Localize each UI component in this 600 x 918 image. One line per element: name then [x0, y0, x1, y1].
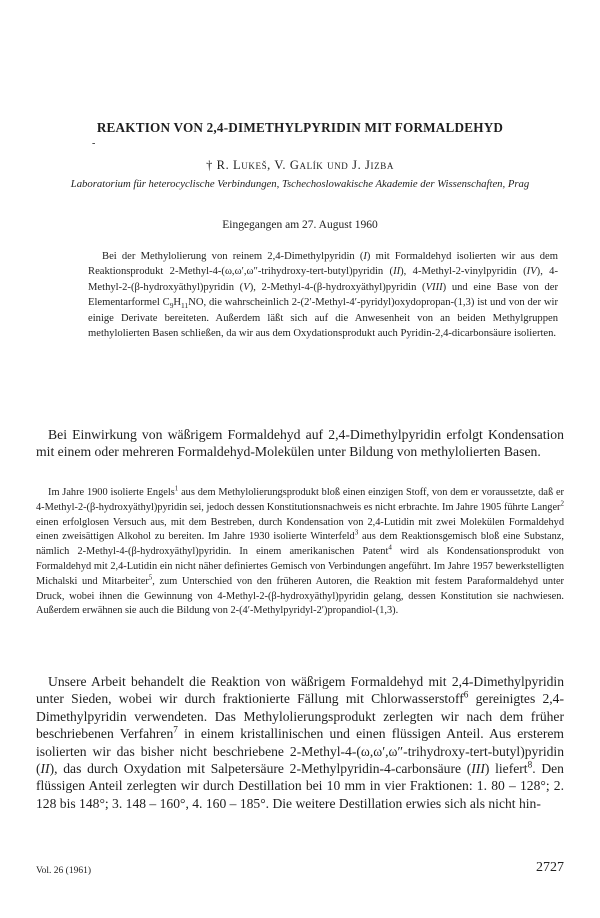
- roman-ref: I: [363, 251, 367, 262]
- abstract: Bei der Methylolierung von reinem 2,4-Dimethylpyridin (I) mit Formaldehyd isolierten wir aus dem Reaktionsprodukt 2-Methyl-4-(ω,ω′,ω″-trihydroxy-tert-butyl)pyridin (II), 4-Methyl-2-vinylpyridin (IV), 4-Methyl-2-(β-hydroxyäthyl)pyridin (V), 2-Methyl-4-(β-hydroxyäthyl)pyridin (VIII) und eine Base von der Elementarformel $C_9H_{11}NO$, die wahrscheinlich 2-(2′-Methyl-4′-pyridyl)oxydopropan-(1,3) ist und von der wir einige Derivate bereiteten. Außerdem läßt sich auf die Anwesenheit von an beiden Methylgruppen methylolierten Basen schließen, da wir aus dem Oxydationsprodukt auch Pyridin-2,4-dicarbonsäure isolierten.: [88, 251, 558, 340]
- roman-ref: II: [393, 266, 401, 278]
- roman-ref: V: [243, 281, 250, 293]
- footnote-ref: 5: [148, 573, 153, 582]
- footnote-ref: 7: [173, 724, 178, 735]
- subscript: 11: [181, 301, 189, 311]
- roman-ref: II: [40, 761, 50, 777]
- work-paragraph: Unsere Arbeit behandelt die Reaktion von wäßrigem Formaldehyd mit 2,4-Dimethylpyridin unter Sieden, wobei wir durch fraktionierte Fällung mit Chlorwasserstoff$^6$ gereinigtes 2,4-Dimethylpyridin verwendeten. Das Methylolierungsprodukt zerlegten wir nach dem früher beschriebenen Verfahren$^7$ in einem kristallinischen und einen flüssigen Anteil. Aus ersterem isolierten wir das bisher nicht beschriebene 2-Methyl-4-(ω,ω′,ω″-trihydroxy-tert-butyl)pyridin (II), das durch Oxydation mit Salpetersäure 2-Methylpyridin-4-carbonsäure (III) liefert$^8$. Den flüssigen Anteil zerlegten wir durch Destillation bei 10 mm in vier Fraktionen: 1. 80 – 128°; 2. 128 bis 148°; 3. 148 – 160°, 4. 160 – 185°. Die weitere Destillation erwies sich als nicht hin-: [36, 674, 564, 811]
- footnote-ref: 2: [560, 499, 564, 508]
- page-number: 2727: [536, 860, 564, 875]
- footnote-ref: 6: [463, 689, 469, 700]
- footnote-ref: 3: [354, 528, 359, 537]
- journal-volume: Vol. 26 (1961): [36, 866, 91, 876]
- footnote-ref: 8: [527, 759, 533, 770]
- received-date: Eingegangen am 27. August 1960: [222, 219, 378, 231]
- intro-paragraph: Bei Einwirkung von wäßrigem Formaldehyd auf 2,4-Dimethylpyridin erfolgt Kondensation mit einem oder mehreren Formaldehyd-Molekülen unter Bildung von methylolierten Basen.: [36, 427, 564, 460]
- history-paragraph: Im Jahre 1900 isolierte Engels$^1$ aus dem Methylolierungsprodukt bloß einen einzigen Stoff, von dem er voraussetzte, daß er 4-Methyl-2-(β-hydroxyäthyl)pyridin sei, jedoch dessen Konstitutionsnachweis es nicht erbrachte. Im Jahre 1905 führte Langer$^2$ einen erfolglosen Versuch aus, mit dem Bestreben, durch Kondensation von 2,4-Lutidin mit zwei Molekülen Formaldehyd einen zweisättigen Alkohol zu bereiten. Im Jahre 1930 isolierte Winterfeld$^3$ aus dem Reaktionsgemisch bloß eine Substanz, nämlich 2-Methyl-4-(β-hydroxyäthyl)pyridin. In einem amerikanischen Patent$^4$ wird als Kondensationsprodukt von Formaldehyd mit 2,4-Lutidin ein nicht näher definiertes Gemisch von Verbindungen angeführt. Im Jahre 1957 bewerkstelligten Michalski und Mitarbeiter$^5$, zum Unterschied von den früheren Autoren, die Reaktion mit festem Paraformaldehyd unter Druck, wobei ihnen die Gewinnung von 4-Methyl-2-(β-hydroxyäthyl)pyridin gelang, dessen Konstitution sie nachwiesen. Außerdem erwähnen sie auch die Bildung von 2-(4′-Methylpyridyl-2′)propandiol-(1,3).: [36, 484, 564, 617]
- footnote-ref: 4: [388, 543, 392, 552]
- roman-ref: III: [471, 761, 485, 777]
- authors: † R. Lukeš, V. Galík und J. Jizba: [206, 158, 394, 172]
- title-mark: -: [92, 138, 96, 149]
- article-title: REAKTION VON 2,4-DIMETHYLPYRIDIN MIT FORMALDEHYD: [96, 120, 504, 135]
- subscript: 9: [169, 301, 174, 311]
- affiliation: Laboratorium für heterocyclische Verbindungen, Tschechoslowakische Akademie der Wissenschaften, Prag: [70, 178, 530, 190]
- roman-ref: IV: [526, 266, 537, 278]
- footnote-ref: 1: [174, 484, 179, 493]
- roman-ref: VIII: [425, 281, 443, 293]
